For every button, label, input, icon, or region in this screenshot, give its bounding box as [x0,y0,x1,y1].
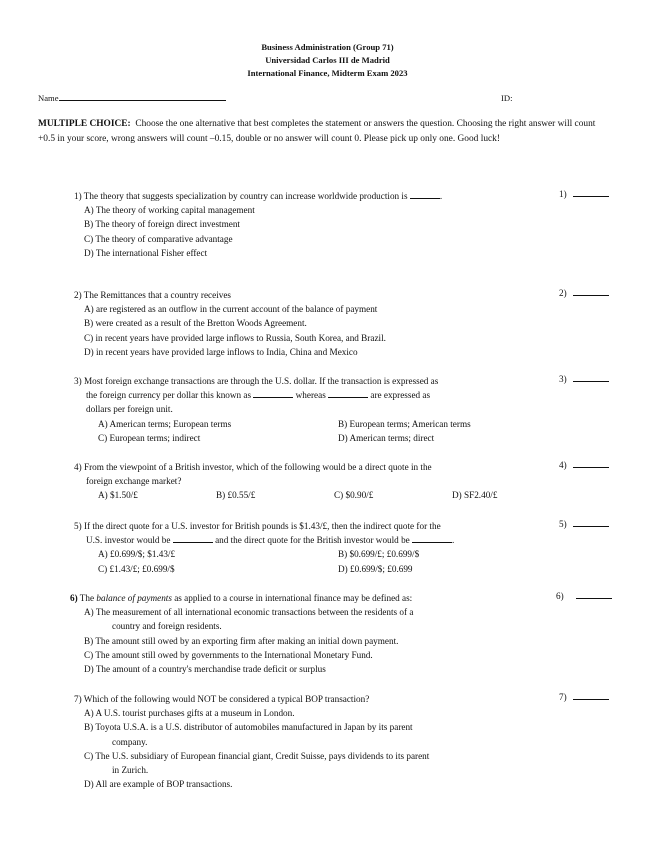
answer-slot-3[interactable]: 3) [559,374,609,384]
question-stem: Most foreign exchange transactions are through the U.S. dollar. If the transaction is expressed as [83,376,439,386]
question-number: 5) [74,521,82,531]
instructions-text: Choose the one alternative that best completes the statement or answers the question. Choosing the right answer will count +0.5 in your score, wrong answers will count –0.15, double or no answer will count 0. Please pick up only one. Good luck! [38,119,596,144]
option[interactable]: C) The U.S. subsidiary of European financial giant, Credit Suisse, pays dividends to its parent [84,750,430,761]
option[interactable]: A) £0.699/$; $1.43/£ [98,549,176,560]
header-exam: International Finance, Midterm Exam 2023 [247,68,408,78]
question-1: 1) The theory that suggests specialization by country can increase worldwide production is . A) The theory of working capital management B) The theory of foreign direct investment C) The theory of comparative advantage D) The international Fisher effect [74,189,544,260]
answer-slot-4[interactable]: 4) [559,460,609,470]
option[interactable]: C) The theory of comparative advantage [84,233,233,244]
option[interactable]: B) £0.55/£ [216,490,256,501]
instructions-lead: MULTIPLE CHOICE: [38,119,131,129]
option[interactable]: D) All are example of BOP transactions. [84,779,233,790]
option[interactable]: A) American terms; European terms [98,418,232,429]
question-2 [74,288,544,359]
answer-slot-6[interactable]: 6) [556,591,612,601]
option[interactable]: A) The measurement of all international economic transactions between the residents of a [84,607,414,618]
exam-header [0,41,655,80]
option[interactable]: B) $0.699/£; £0.699/$ [338,549,420,560]
option[interactable]: C) in recent years have provided large inflows to Russia, South Korea, and Brazil. [84,332,386,343]
question-number: 6) [70,593,78,603]
question-stem: Which of the following would NOT be considered a typical BOP transaction? [83,694,370,704]
id-label: ID: [501,93,513,103]
option[interactable]: D) in recent years have provided large inflows to India, China and Mexico [84,346,358,357]
option-continuation: country and foreign residents. [112,621,222,632]
option[interactable]: B) Toyota U.S.A. is a U.S. distributor of automobiles manufactured in Japan by its parent [84,722,413,733]
option[interactable]: D) SF2.40/£ [452,490,498,501]
name-label: Name [38,93,59,103]
option[interactable]: B) were created as a result of the Bretton Woods Agreement. [84,318,307,329]
option[interactable]: D) The international Fisher effect [84,247,208,258]
question-stem: If the direct quote for a U.S. investor for British pounds is $1.43/£, then the indirect quote for the [83,521,441,531]
question-number: 2) [74,290,82,300]
name-row [38,93,618,103]
option[interactable]: C) The amount still owed by governments to the International Monetary Fund. [84,649,373,660]
answer-slot-7[interactable]: 7) [559,692,609,702]
answer-slot-5[interactable]: 5) [559,519,609,529]
answer-slot-2[interactable]: 2) [559,288,609,298]
header-course: Business Administration (Group 71) [261,42,394,52]
option[interactable]: D) American terms; direct [338,432,435,443]
question-number: 7) [74,694,82,704]
option[interactable]: D) The amount of a country's merchandise trade deficit or surplus [84,664,326,675]
question-stem: The Remittances that a country receives [83,290,231,300]
option[interactable]: A) are registered as an outflow in the current account of the balance of payment [84,304,378,315]
question-number: 3) [74,376,82,386]
option[interactable]: C) European terms; indirect [98,432,201,443]
question-5: 5) If the direct quote for a U.S. investor for British pounds is $1.43/£, then the indirect quote for the U.S. investor would be and the direct quote for the British investor would be . A) £0.699/$; $1.43/£ B) $0.699/£; £0.699/$ C) £1.43/£; £0.699/$ D) £0.699/$; £0.699 [74,519,544,576]
name-field[interactable] [59,93,226,101]
option[interactable]: A) A U.S. tourist purchases gifts at a museum in London. [84,708,295,719]
question-7 [74,692,544,791]
question-6: 6) The balance of payments as applied to a course in international finance may be defined as: A) The measurement of all international economic transactions between the residents of a country and foreign residents. B) The amount still owed by an exporting firm after making an initial down payment. C) The amount still owed by governments to the International Monetary Fund. D) The amount of a country's merchandise trade deficit or surplus [70,591,540,676]
option[interactable]: B) European terms; American terms [338,418,471,429]
question-stem: The theory that suggests specialization by country can increase worldwide production is [83,191,408,201]
question-number: 4) [74,462,82,472]
header-university: Universidad Carlos III de Madrid [265,55,390,65]
option[interactable]: B) The theory of foreign direct investment [84,219,240,230]
answer-slot-1[interactable]: 1) [559,189,609,199]
option[interactable]: B) The amount still owed by an exporting firm after making an initial down payment. [84,635,399,646]
question-4: 4) From the viewpoint of a British investor, which of the following would be a direct quote in the foreign exchange market? A) $1.50/£ B) £0.55/£ C) $0.90/£ D) SF2.40/£ [74,460,544,503]
option[interactable]: C) £1.43/£; £0.699/$ [98,563,175,574]
instructions [38,117,610,146]
option[interactable]: A) The theory of working capital management [84,205,255,216]
option[interactable]: A) $1.50/£ [98,490,138,501]
option-continuation: company. [112,736,148,747]
option-continuation: in Zurich. [112,765,149,776]
option[interactable]: D) £0.699/$; £0.699 [338,563,413,574]
question-3: 3) Most foreign exchange transactions are through the U.S. dollar. If the transaction is expressed as the foreign currency per dollar this known as whereas are expressed as dollars per foreign unit. A) American terms; European terms B) European terms; American terms C) European terms; indirect D) American terms; direct [74,374,544,445]
option[interactable]: C) $0.90/£ [334,490,374,501]
question-stem: From the viewpoint of a British investor, which of the following would be a direct quote in the [83,462,432,472]
question-number: 1) [74,191,82,201]
